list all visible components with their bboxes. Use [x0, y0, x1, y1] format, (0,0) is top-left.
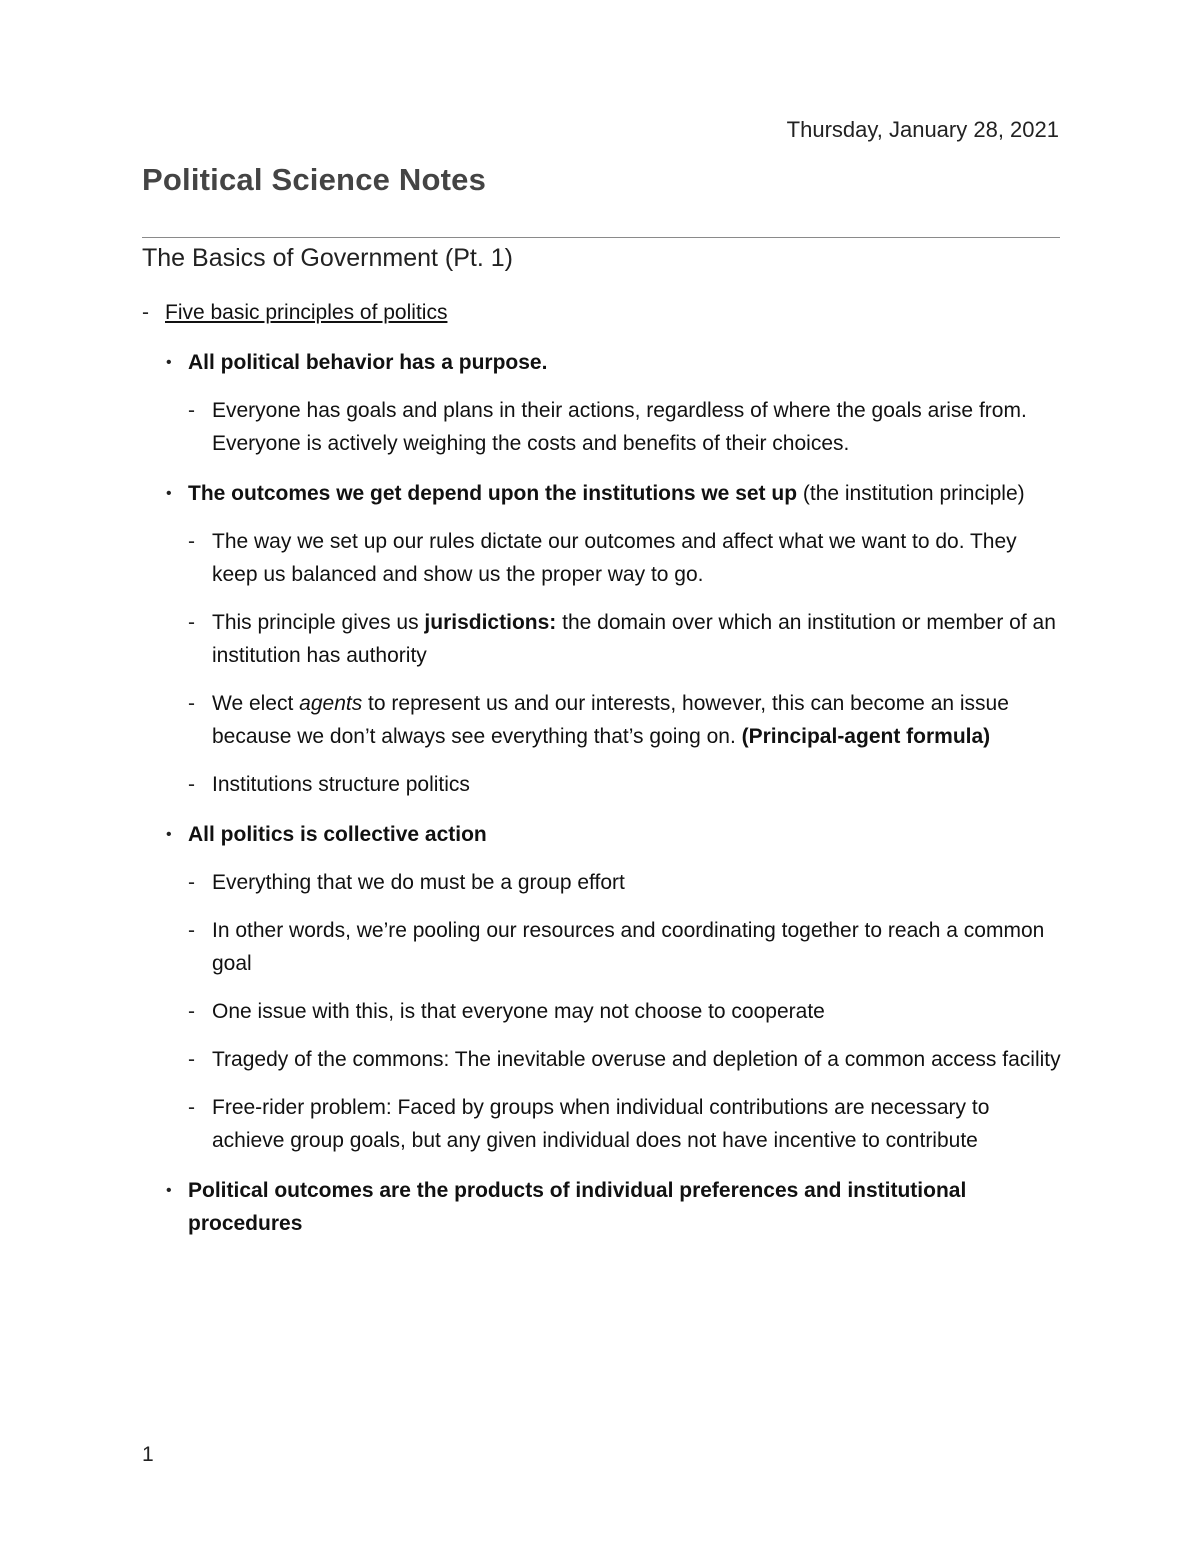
- detail-text: One issue with this, is that everyone may not choose to cooperate: [212, 1000, 825, 1023]
- detail-text: Everyone has goals and plans in their actions, regardless of where the goals arise from. Everyone is actively weighing the costs and benefits of their choices.: [212, 399, 1027, 455]
- document-date: Thursday, January 28, 2021: [786, 117, 1059, 142]
- detail-text: the domain over which an institution or member of an institution has authority: [212, 611, 1056, 667]
- outline-heading-item: [142, 296, 1062, 329]
- title-divider: [142, 237, 1060, 238]
- dash-marker: -: [188, 1048, 195, 1071]
- term-jurisdictions: jurisdictions:: [424, 611, 557, 634]
- dash-marker: -: [188, 611, 195, 634]
- detail-text: In other words, we’re pooling our resources and coordinating together to reach a common goal: [212, 919, 1045, 975]
- principle-title: All politics is collective action: [188, 823, 487, 846]
- dash-marker: -: [188, 692, 195, 715]
- detail-item: [142, 1091, 1062, 1157]
- detail-text: Free-rider problem: Faced by groups when individual contributions are necessary to achieve group goals, but any given individual does not have incentive to contribute: [212, 1096, 990, 1152]
- dash-marker: -: [188, 919, 195, 942]
- bullet-marker: •: [166, 1182, 172, 1199]
- dash-marker: -: [188, 871, 195, 894]
- detail-text: Everything that we do must be a group effort: [212, 871, 625, 894]
- dash-marker: -: [188, 773, 195, 796]
- detail-text: The way we set up our rules dictate our outcomes and affect what we want to do. They keep us balanced and show us the proper way to go.: [212, 530, 1017, 586]
- detail-text: This principle gives us: [212, 611, 425, 634]
- detail-text: Tragedy of the commons: The inevitable overuse and depletion of a common access facility: [212, 1048, 1061, 1071]
- page-number: 1: [142, 1443, 154, 1466]
- detail-item: [142, 1043, 1062, 1076]
- detail-text: Institutions structure politics: [212, 773, 470, 796]
- dash-marker: -: [188, 1000, 195, 1023]
- detail-item: [142, 914, 1062, 980]
- dash-marker: -: [142, 301, 149, 324]
- bullet-marker: •: [166, 826, 172, 843]
- detail-item: [142, 606, 1062, 672]
- principle-item: [142, 818, 1062, 851]
- detail-item: [142, 995, 1062, 1028]
- page-title: Political Science Notes: [142, 162, 487, 197]
- principle-item: [142, 1174, 1062, 1240]
- section-heading: The Basics of Government (Pt. 1): [142, 244, 513, 272]
- detail-item: [142, 768, 1062, 801]
- detail-item: [142, 394, 1062, 460]
- notes-outline: [142, 296, 1062, 1240]
- detail-item: [142, 866, 1062, 899]
- detail-item: [142, 525, 1062, 591]
- outline-heading-text: Five basic principles of politics: [165, 301, 448, 324]
- bullet-marker: •: [166, 354, 172, 371]
- term-agents: agents: [299, 692, 363, 715]
- principle-title: The outcomes we get depend upon the institutions we set up: [188, 482, 798, 505]
- dash-marker: -: [188, 1096, 195, 1119]
- principle-title: All political behavior has a purpose.: [188, 351, 548, 374]
- dash-marker: -: [188, 530, 195, 553]
- principle-title: Political outcomes are the products of individual preferences and institutional procedures: [188, 1179, 967, 1235]
- principle-item: [142, 346, 1062, 379]
- term-principal-agent: (Principal-agent formula): [741, 725, 991, 748]
- bullet-marker: •: [166, 485, 172, 502]
- detail-item: [142, 687, 1062, 753]
- detail-text: We elect: [212, 692, 300, 715]
- principle-note: (the institution principle): [797, 482, 1025, 505]
- principle-item: [142, 477, 1062, 510]
- detail-text: to represent us and our interests, however, this can become an issue because we don’t always see everything that’s going on.: [212, 692, 1009, 748]
- dash-marker: -: [188, 399, 195, 422]
